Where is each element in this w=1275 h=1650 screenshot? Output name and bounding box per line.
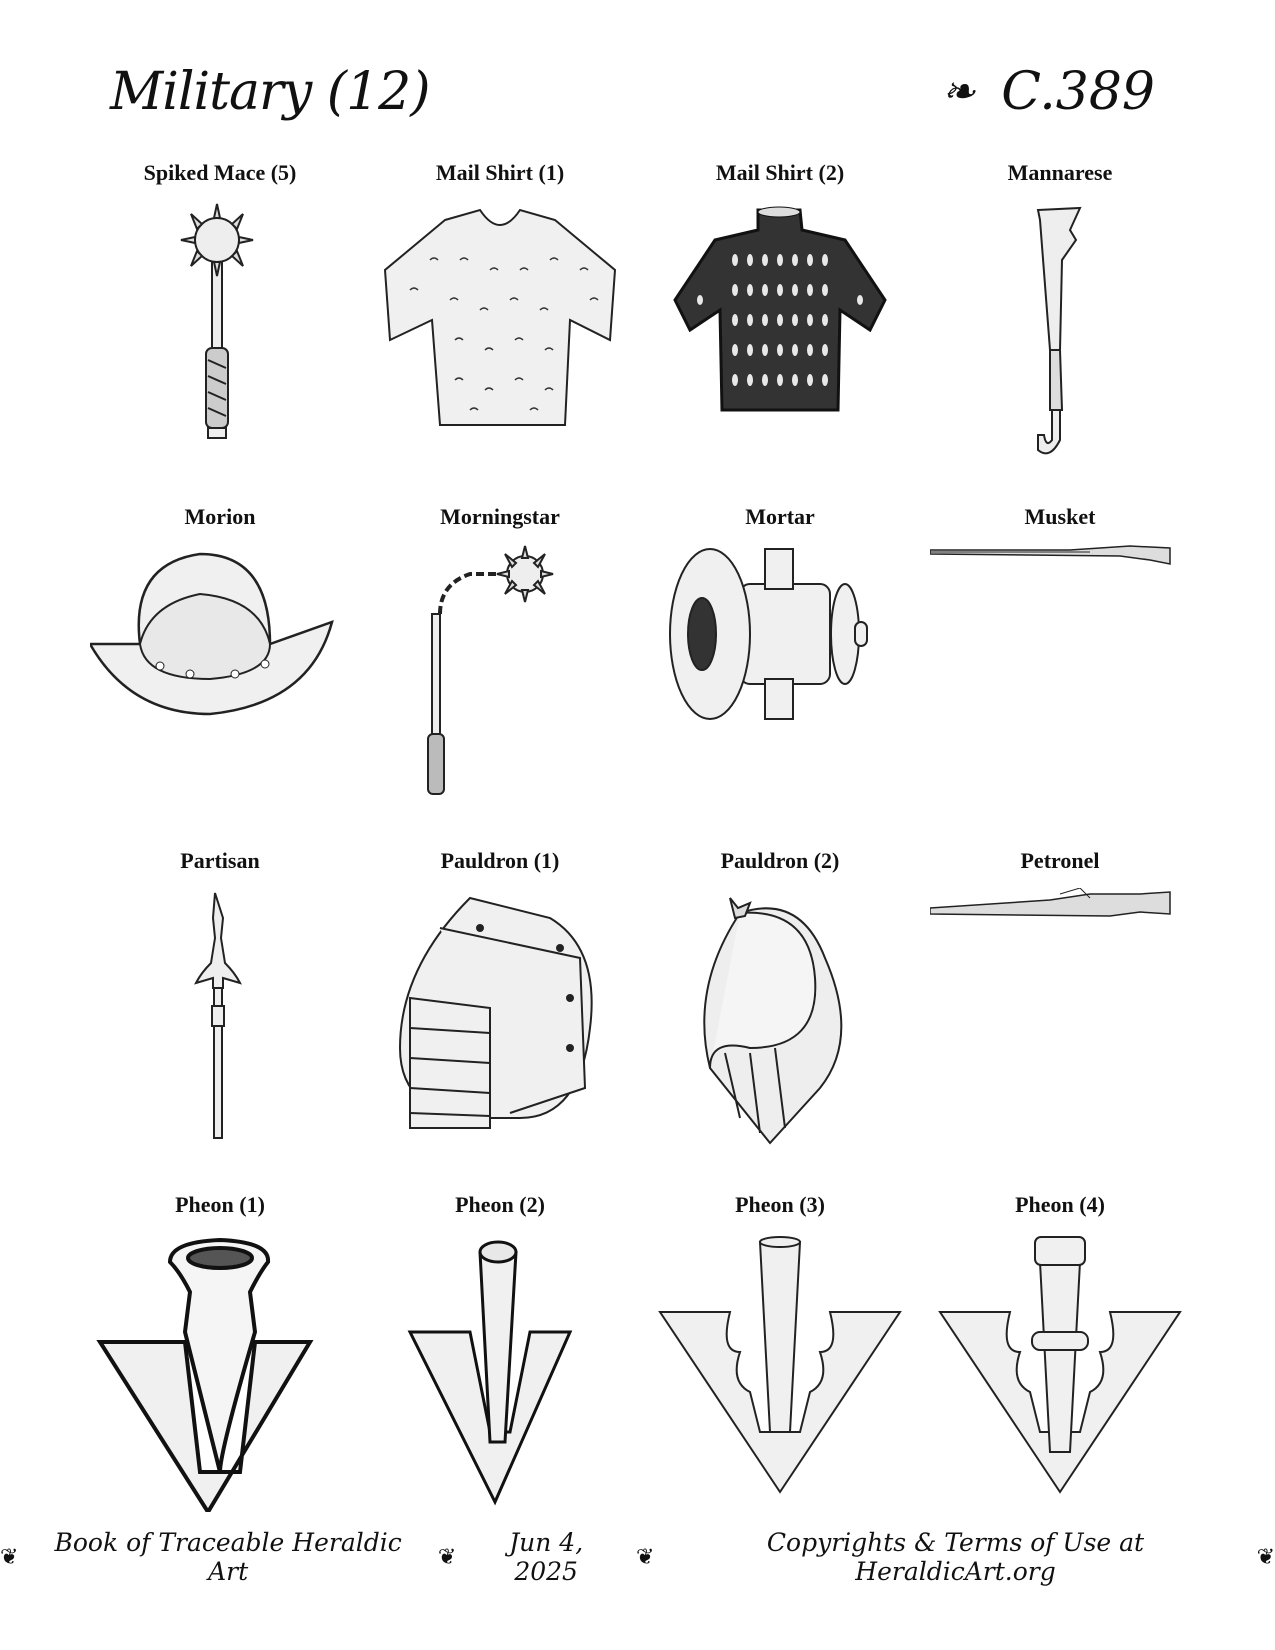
pauldron-icon: [370, 888, 630, 1168]
pheon-icon: [930, 1232, 1190, 1512]
morningstar-icon: [370, 544, 630, 824]
art-label: Mail Shirt (2): [715, 160, 845, 185]
pauldron-simple-icon: [650, 888, 910, 1168]
art-label: Pauldron (2): [720, 848, 840, 873]
art-label: Mortar: [745, 504, 815, 529]
fleuron-icon: ❦: [1256, 1544, 1275, 1570]
art-label: Morningstar: [440, 504, 560, 529]
art-cell: [640, 150, 920, 494]
art-cell: [640, 494, 920, 838]
art-cell: [360, 150, 640, 494]
art-label: Mannarese: [1007, 160, 1113, 185]
art-cell: [80, 150, 360, 494]
page-code: [942, 62, 1155, 122]
spiked-mace-icon: [90, 200, 350, 480]
page-code-text: C.389: [1001, 62, 1155, 122]
art-cell: [80, 494, 360, 838]
petronel-icon: [930, 888, 1190, 1168]
mortar-icon: [650, 544, 910, 824]
pheon-icon: [650, 1232, 910, 1512]
art-label: Pheon (1): [175, 1192, 265, 1217]
art-label: Morion: [184, 504, 256, 529]
partisan-icon: [90, 888, 350, 1168]
art-cell: [920, 1182, 1200, 1526]
art-label: Pheon (2): [455, 1192, 545, 1217]
fleuron-icon: ❦: [437, 1544, 457, 1570]
fleuron-icon: ❧: [941, 69, 976, 115]
footer: [0, 1528, 1275, 1586]
art-cell: [640, 1182, 920, 1526]
art-label: Partisan: [180, 848, 260, 873]
art-grid: [80, 150, 1200, 1526]
art-label: Musket: [1024, 504, 1096, 529]
art-cell: [920, 838, 1200, 1182]
art-cell: [640, 838, 920, 1182]
art-label: Spiked Mace (5): [143, 160, 297, 185]
art-label: Petronel: [1020, 848, 1100, 873]
art-cell: [920, 150, 1200, 494]
mannarese-icon: [930, 200, 1190, 480]
art-cell: [360, 838, 640, 1182]
morion-helmet-icon: [90, 544, 350, 824]
pheon-icon: [370, 1232, 630, 1512]
pheon-icon: [90, 1232, 350, 1512]
art-cell: [360, 494, 640, 838]
musket-icon: [930, 544, 1190, 824]
page-title: Military (12): [110, 62, 430, 122]
art-cell: [360, 1182, 640, 1526]
art-label: Pheon (4): [1015, 1192, 1105, 1217]
art-cell: [80, 1182, 360, 1526]
art-cell: [80, 838, 360, 1182]
art-cell: [920, 494, 1200, 838]
footer-book: Book of Traceable Heraldic Art: [54, 1528, 402, 1586]
mail-shirt-dark-icon: [650, 200, 910, 480]
footer-copyright: Copyrights & Terms of Use at HeraldicArt.org: [766, 1528, 1145, 1586]
fleuron-icon: ❦: [636, 1544, 655, 1570]
art-label: Pheon (3): [735, 1192, 825, 1217]
mail-shirt-icon: [370, 200, 630, 480]
fleuron-icon: ❦: [0, 1544, 19, 1570]
art-label: Mail Shirt (1): [435, 160, 565, 185]
art-label: Pauldron (1): [440, 848, 560, 873]
footer-date: Jun 4, 2025: [509, 1528, 584, 1586]
